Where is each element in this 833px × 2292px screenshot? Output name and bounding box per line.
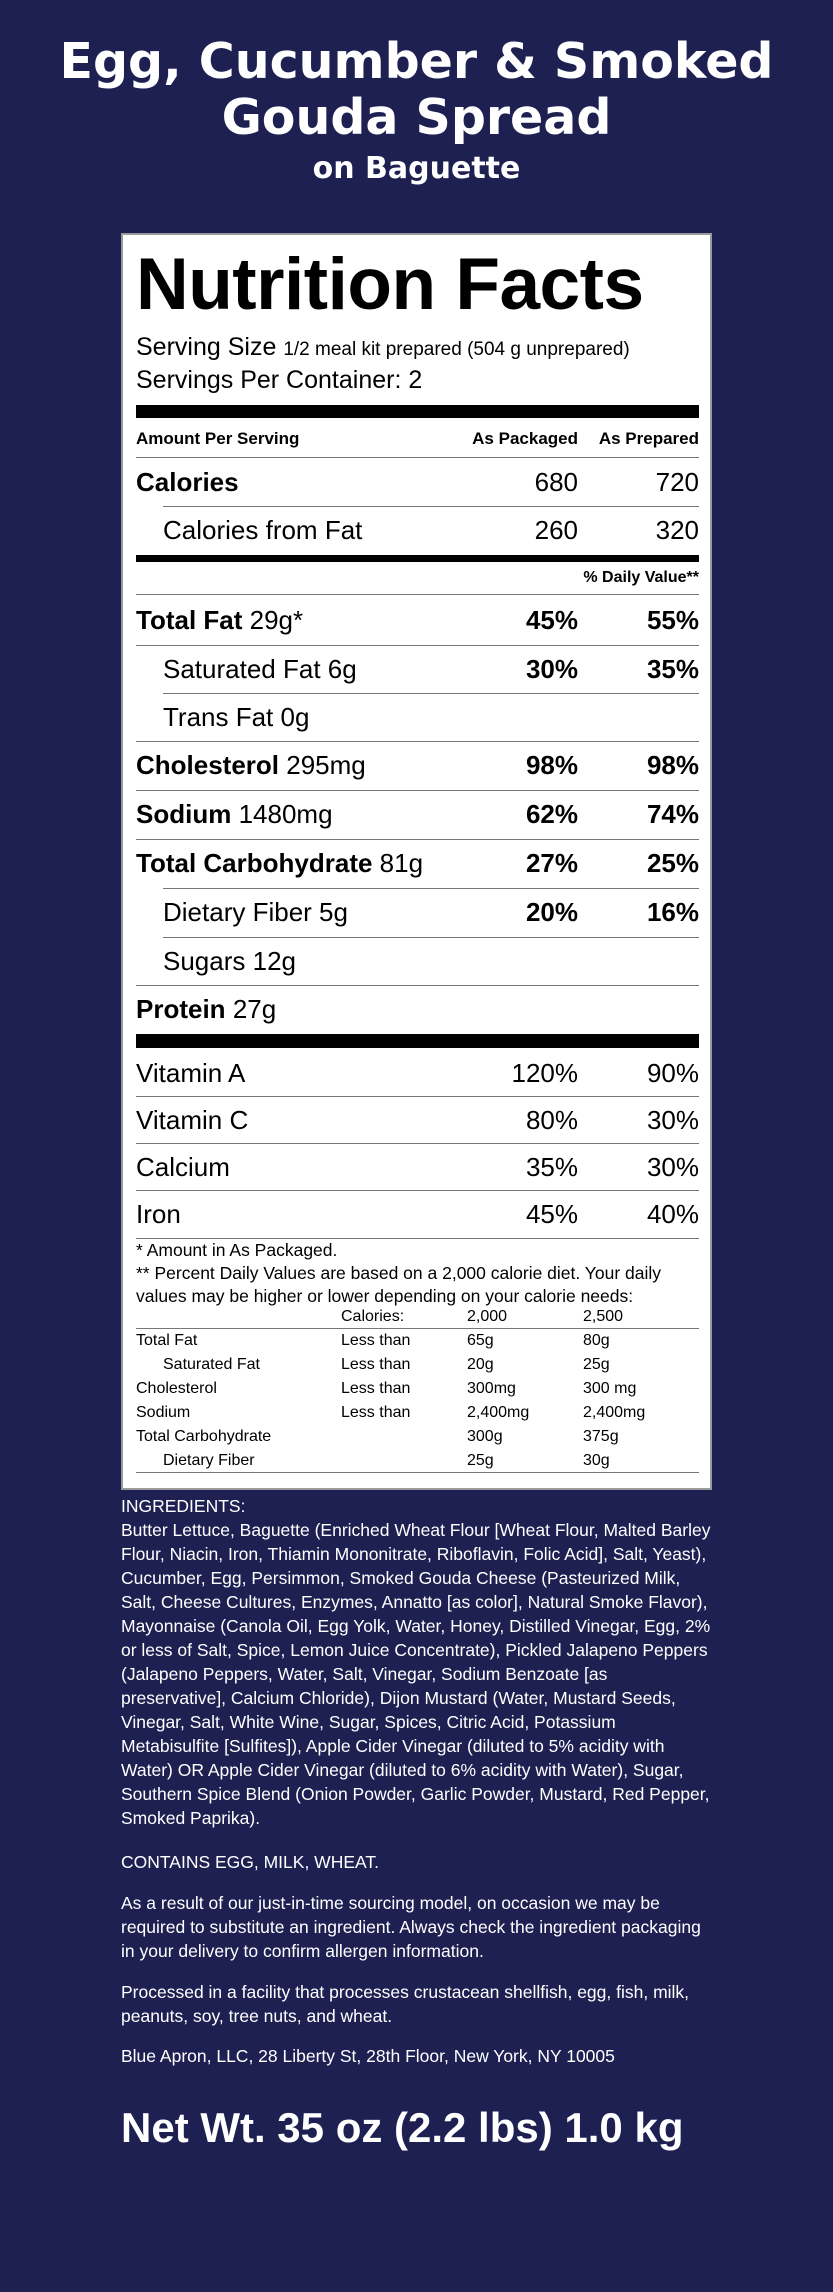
company-address: Blue Apron, LLC, 28 Liberty St, 28th Floor, New York, NY 10005 bbox=[121, 2046, 615, 2066]
vitamin-prepared: 40% bbox=[646, 1199, 699, 1229]
thick-divider bbox=[136, 1034, 699, 1048]
thick-divider bbox=[136, 405, 699, 418]
nutrient-prepared: 16% bbox=[646, 897, 699, 927]
table-row: Sodium Less than 2,400mg 2,400mg bbox=[136, 1404, 646, 1421]
calories-label: Calories bbox=[136, 467, 239, 497]
calories-prepared: 720 bbox=[655, 467, 699, 497]
nutrient-prepared: 98% bbox=[646, 750, 699, 780]
recipe-title-line1: Egg, Cucumber & Smoked bbox=[59, 33, 774, 90]
serving-size-value: 1/2 meal kit prepared (504 g unprepared) bbox=[283, 339, 630, 360]
table-row: Saturated Fat Less than 20g 25g bbox=[163, 1356, 610, 1373]
nutrient-row-saturated-fat bbox=[136, 645, 699, 693]
footnote-daily-values: ** Percent Daily Values are based on a 2,000 calorie diet. Your daily values may be higher or lower depending on your calorie needs: bbox=[136, 1263, 662, 1306]
vitamin-name: Iron bbox=[136, 1199, 181, 1229]
vitamin-packaged: 120% bbox=[511, 1058, 578, 1088]
nutrient-row-protein bbox=[136, 985, 699, 1033]
vitamin-row-c bbox=[136, 1096, 699, 1144]
nutrient-name: Trans Fat 0g bbox=[163, 702, 310, 732]
vitamin-row-calcium bbox=[136, 1143, 699, 1191]
nutrient-row-trans-fat bbox=[136, 693, 699, 741]
nutrition-facts-label bbox=[121, 233, 712, 1490]
vitamin-packaged: 35% bbox=[525, 1152, 578, 1182]
nutrient-name: Protein bbox=[136, 994, 226, 1024]
vitamin-prepared: 30% bbox=[646, 1105, 699, 1135]
ingredients-text: Butter Lettuce, Baguette (Enriched Wheat Flour [Wheat Flour, Malted Barley Flour, Niacin, Iron, Thiamin Mononitrate, Riboflavin, Folic Acid], Salt, Yeast), Cucumber, Egg, Persimmon, Smoked Gouda Cheese (Pasteurized Milk, Salt, Cheese Cultures, Enzymes, Annatto [as color], Natural Smoke Flavor), Mayonnaise (Canola Oil, Egg Yolk, Water, Honey, Distilled Vinegar, Egg, 2% or less of Salt, Spice, Lemon Juice Concentrate), Pickled Jalapeno Peppers (Jalapeno Peppers, Water, Salt, Vinegar, Sodium Benzoate [as preservative], Calcium Chloride), Dijon Mustard (Water, Mustard Seeds, Vinegar, Salt, White Wine, Sugar, Spices, Citric Acid, Potassium Metabisulfite [Sulfites]), Apple Cider Vinegar (diluted to 5% acidity with Water) OR Apple Cider Vinegar (diluted to 6% acidity with Water), Sugar, Southern Spice Blend (Onion Powder, Garlic Powder, Mustard, Red Pepper, Smoked Paprika). bbox=[121, 1520, 711, 1828]
nutrient-prepared: 25% bbox=[646, 848, 699, 878]
sourcing-note: As a result of our just-in-time sourcing model, on occasion we may be required to substitute an ingredient. Always check the ingredient packaging in your delivery to confirm allergen information. bbox=[121, 1893, 701, 1961]
nutrient-prepared: 35% bbox=[646, 654, 699, 684]
ingredients-heading: INGREDIENTS: bbox=[121, 1496, 246, 1516]
nutrient-packaged: 98% bbox=[525, 750, 578, 780]
net-weight: Net Wt. 35 oz (2.2 lbs) 1.0 kg bbox=[121, 2104, 684, 2151]
nutrient-prepared: 55% bbox=[646, 605, 699, 635]
nutrient-amount: 1480mg bbox=[238, 799, 333, 829]
as-prepared-header: As Prepared bbox=[598, 429, 699, 448]
nutrient-packaged: 30% bbox=[525, 654, 578, 684]
allergen-contains: CONTAINS EGG, MILK, WHEAT. bbox=[121, 1852, 379, 1872]
nutrient-packaged: 20% bbox=[525, 897, 578, 927]
amount-per-serving-label: Amount Per Serving bbox=[136, 429, 300, 448]
nutrient-row-dietary-fiber bbox=[136, 888, 699, 936]
calories-from-fat-packaged: 260 bbox=[534, 515, 578, 545]
nutrient-name: Total Carbohydrate bbox=[136, 848, 373, 878]
nutrient-row-cholesterol bbox=[136, 741, 699, 789]
vitamin-name: Vitamin A bbox=[136, 1058, 246, 1088]
nutrient-row-total-fat bbox=[136, 596, 699, 644]
nutrient-packaged: 45% bbox=[525, 605, 578, 635]
recipe-title-line2: Gouda Spread bbox=[221, 89, 612, 146]
nutrient-name: Saturated Fat 6g bbox=[163, 654, 357, 684]
nutrient-row-sugars bbox=[136, 937, 699, 985]
nutrient-amount: 29g* bbox=[249, 605, 304, 635]
calories-from-fat-label: Calories from Fat bbox=[163, 515, 363, 545]
serving-size-label: Serving Size bbox=[136, 333, 277, 361]
divider bbox=[136, 594, 699, 595]
table-row: Dietary Fiber 25g 30g bbox=[136, 1449, 699, 1473]
nutrient-prepared: 74% bbox=[646, 799, 699, 829]
nutrient-name: Sodium bbox=[136, 799, 232, 829]
nutrition-facts-heading: Nutrition Facts bbox=[136, 244, 644, 325]
as-packaged-header: As Packaged bbox=[472, 429, 578, 448]
column-header bbox=[136, 424, 699, 454]
nutrient-packaged: 27% bbox=[525, 848, 578, 878]
servings-per-container: Servings Per Container: 2 bbox=[136, 366, 423, 394]
medium-divider bbox=[136, 555, 699, 562]
table-row: Total Fat Less than 65g 80g bbox=[136, 1332, 610, 1349]
nutrient-amount: 81g bbox=[379, 848, 424, 878]
vitamin-row-iron bbox=[136, 1190, 699, 1238]
nutrient-name: Cholesterol bbox=[136, 750, 280, 780]
vitamin-packaged: 45% bbox=[525, 1199, 578, 1229]
table-row: Cholesterol Less than 300mg 300 mg bbox=[136, 1380, 637, 1397]
daily-value-header: % Daily Value** bbox=[583, 569, 699, 586]
daily-values-table-header: Calories: 2,000 2,500 bbox=[136, 1305, 699, 1329]
vitamin-prepared: 90% bbox=[646, 1058, 699, 1088]
table-row: Total Carbohydrate 300g 375g bbox=[136, 1428, 619, 1445]
vitamin-name: Calcium bbox=[136, 1152, 230, 1182]
vitamin-row-a bbox=[136, 1049, 699, 1097]
nutrient-name: Dietary Fiber 5g bbox=[163, 897, 348, 927]
recipe-title bbox=[0, 34, 833, 146]
vitamin-packaged: 80% bbox=[525, 1105, 578, 1135]
calories-packaged: 680 bbox=[534, 467, 578, 497]
nutrient-row-sodium bbox=[136, 790, 699, 838]
nutrient-name: Sugars 12g bbox=[163, 946, 296, 976]
daily-values-table bbox=[136, 1305, 699, 1473]
vitamin-name: Vitamin C bbox=[136, 1105, 249, 1135]
calories-row bbox=[136, 458, 699, 506]
nutrient-name: Total Fat bbox=[136, 605, 243, 635]
nutrient-amount: 27g bbox=[232, 994, 277, 1024]
recipe-subtitle: on Baguette bbox=[312, 151, 521, 186]
nutrient-row-total-carbohydrate bbox=[136, 839, 699, 887]
nutrient-amount: 295mg bbox=[286, 750, 366, 780]
footnote-amount: * Amount in As Packaged. bbox=[136, 1240, 338, 1260]
vitamin-prepared: 30% bbox=[646, 1152, 699, 1182]
calories-from-fat-row bbox=[136, 506, 699, 554]
calories-from-fat-prepared: 320 bbox=[655, 515, 699, 545]
nutrient-packaged: 62% bbox=[525, 799, 578, 829]
facility-note: Processed in a facility that processes crustacean shellfish, egg, fish, milk, peanuts, soy, tree nuts, and wheat. bbox=[121, 1982, 690, 2026]
serving-size bbox=[136, 332, 630, 365]
ingredients-section bbox=[121, 1494, 716, 1830]
